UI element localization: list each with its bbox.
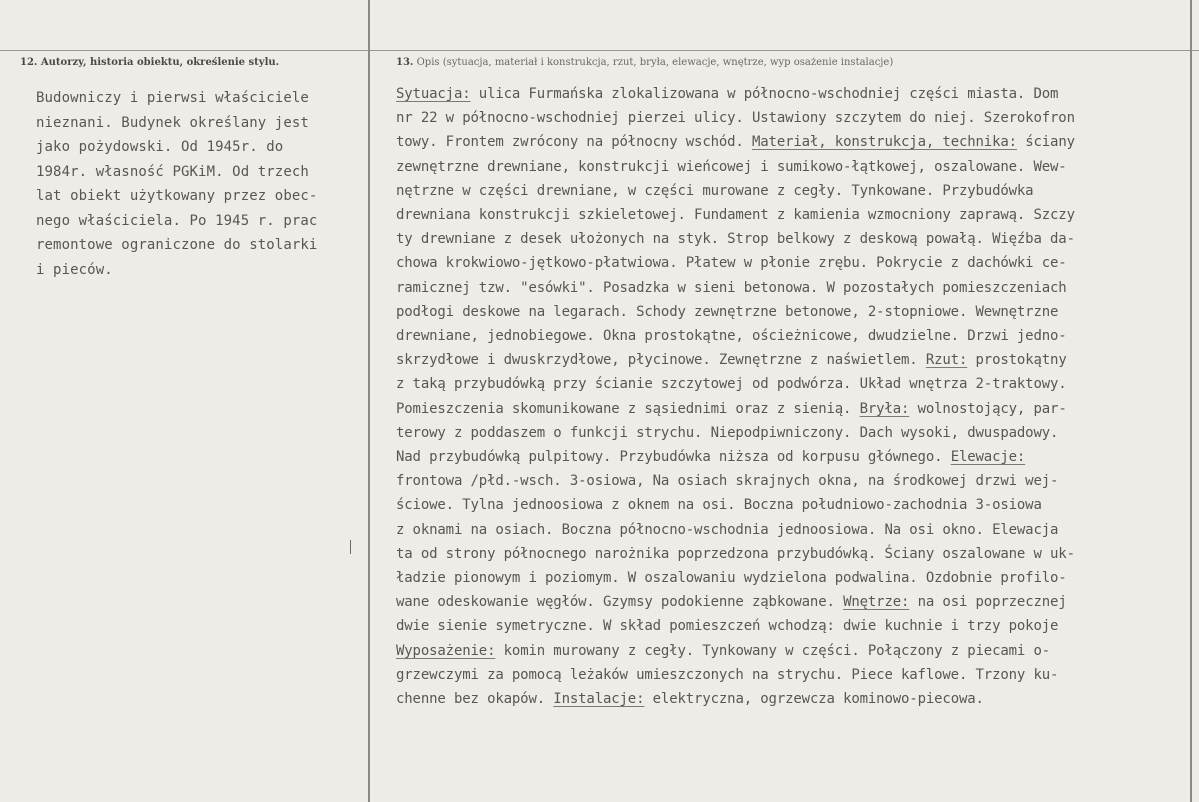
column-divider <box>368 0 370 802</box>
description-line <box>396 227 1186 251</box>
section-heading: Wnętrze: <box>843 594 910 611</box>
description-segment: zewnętrzne drewniane, konstrukcji wieńcowej i sumikowo-łątkowej, oszalowane. Wew- <box>396 158 1067 175</box>
description-line <box>396 542 1186 566</box>
description-segment: wolnostojący, par- <box>909 400 1067 417</box>
description-segment: drewniana konstrukcji szkieletowej. Fundament z kamienia wzmocniony zaprawą. Szczy <box>396 207 1075 224</box>
description-line <box>396 82 1186 106</box>
description-line <box>396 566 1186 590</box>
description-segment: skrzydłowe i dwuskrzydłowe, płycinowe. Zewnętrzne z naświetlem. <box>396 352 926 369</box>
section-heading: Rzut: <box>925 352 968 369</box>
description-line <box>396 324 1186 348</box>
description-segment: ta od strony północnego narożnika poprzedzona przybudówką. Ściany oszalowane w uk- <box>396 545 1075 562</box>
description-line <box>396 203 1186 227</box>
history-line: Budowniczy i pierwsi właściciele <box>36 90 309 106</box>
description-segment: drewniane, jednobiegowe. Okna prostokątne, ościeżnicowe, dwudzielne. Drzwi jedno- <box>396 328 1067 345</box>
history-line: 1984r. własność PGKiM. Od trzech <box>36 163 309 180</box>
description-line <box>396 300 1186 324</box>
description-segment: ulica Furmańska zlokalizowana w północno-wschodniej części miasta. Dom <box>470 86 1059 102</box>
description-line <box>396 276 1186 300</box>
description-line <box>396 106 1186 130</box>
description-line <box>396 590 1186 614</box>
description-segment: chenne bez okapów. <box>396 691 554 708</box>
description-segment: ściany <box>1016 134 1075 151</box>
description-segment: Nad przybudówką pulpitowy. Przybudówka niższa od korpusu głównego. <box>396 449 951 466</box>
description-line <box>396 421 1186 445</box>
description-segment: terowy z poddaszem o funkcji strychu. Niepodpiwniczony. Dach wysoki, dwuspadowy. <box>396 424 1059 441</box>
section-13-number: 13. <box>396 57 414 68</box>
description-segment: chowa krokwiowo-jętkowo-płatwiowa. Płatew w płonie zrębu. Pokrycie z dachówki ce- <box>396 255 1067 272</box>
description-segment: frontowa /płd.-wsch. 3-osiowa, Na osiach skrajnych okna, na środkowej drzwi wej- <box>396 473 1059 490</box>
history-line: jako pożydowski. Od 1945r. do <box>36 139 284 155</box>
description-segment: podłogi deskowe na legarach. Schody zewnętrzne betonowe, 2-stopniowe. Wewnętrzne <box>396 303 1059 320</box>
history-line: nieznani. Budynek określany jest <box>36 114 309 131</box>
history-text <box>36 86 366 282</box>
description-segment: towy. Frontem zwrócony na północny wschód. <box>396 134 752 151</box>
section-12-header: 12. Autorzy, historia obiektu, określenie stylu. <box>20 57 280 68</box>
description-line <box>396 179 1186 203</box>
description-segment: komin murowany z cegły. Tynkowany w części. Połączony z piecami o- <box>495 642 1051 659</box>
section-heading: Elewacje: <box>950 449 1026 466</box>
pencil-mark <box>350 540 351 554</box>
description-segment: dwie sienie symetryczne. W skład pomieszczeń wchodzą: dwie kuchnie i trzy pokoje <box>396 618 1059 635</box>
section-heading: Instalacje: <box>553 691 645 708</box>
description-line <box>396 445 1186 469</box>
description-line <box>396 469 1186 493</box>
section-13-header <box>396 57 893 68</box>
description-segment: z oknami na osiach. Boczna północno-wschodnia jednoosiowa. Na osi okno. Elewacja <box>396 521 1059 538</box>
section-heading: Sytuacja: <box>396 86 471 102</box>
header-rule <box>0 50 1199 51</box>
description-segment: prostokątny <box>967 352 1067 369</box>
history-line: i pieców. <box>36 261 113 278</box>
section-heading: Wyposażenie: <box>396 642 496 659</box>
description-line <box>396 663 1186 687</box>
description-segment: nętrzne w części drewniane, w części murowane z cegły. Tynkowane. Przybudówka <box>396 182 1034 199</box>
description-text <box>396 82 1186 711</box>
description-segment: grzewczymi za pomocą leżaków umieszczonych na strychu. Piece kaflowe. Trzony ku- <box>396 666 1059 683</box>
description-line <box>396 687 1186 711</box>
description-segment: ładzie pionowym i poziomym. W oszalowaniu wydzielona podwalina. Ozdobnie profilo- <box>396 570 1067 587</box>
description-line <box>396 397 1186 421</box>
description-line <box>396 130 1186 154</box>
description-line <box>396 372 1186 396</box>
description-segment: ramicznej tzw. "esówki". Posadzka w sieni betonowa. W pozostałych pomieszczeniach <box>396 279 1067 296</box>
section-heading: Materiał, konstrukcja, technika: <box>752 134 1017 151</box>
description-line <box>396 518 1186 542</box>
description-segment: na osi poprzecznej <box>909 594 1067 611</box>
description-segment: elektryczna, ogrzewcza kominowo-piecowa. <box>644 691 984 708</box>
description-line <box>396 639 1186 663</box>
description-line <box>396 493 1186 517</box>
section-13-title: Opis (sytuacja, materiał i konstrukcja, rzut, bryła, elewacje, wnętrze, wyp osażenie instalacje) <box>416 57 894 68</box>
description-line <box>396 614 1186 638</box>
description-segment: z taką przybudówką przy ścianie szczytowej od podwórza. Układ wnętrza 2-traktowy. <box>396 376 1067 393</box>
history-line: remontowe ograniczone do stolarki <box>36 237 318 253</box>
section-heading: Bryła: <box>859 400 910 417</box>
description-segment: ściowe. Tylna jednoosiowa z oknem na osi. Boczna południowo-zachodnia 3-osiowa <box>396 497 1042 514</box>
description-line <box>396 251 1186 275</box>
description-line <box>396 155 1186 179</box>
description-segment: wane odeskowanie węgłów. Gzymsy podokienne ząbkowane. <box>396 594 844 611</box>
history-line: nego właściciela. Po 1945 r. prac <box>36 212 318 229</box>
history-line: lat obiekt użytkowany przez obec- <box>36 188 318 204</box>
description-segment: ty drewniane z desek ułożonych na styk. Strop belkowy z deskową powałą. Więźba da- <box>396 231 1075 248</box>
description-line <box>396 348 1186 372</box>
card-right-edge <box>1190 0 1192 802</box>
description-segment: Pomieszczenia skomunikowane z sąsiednimi oraz z sienią. <box>396 400 860 417</box>
description-segment: nr 22 w północno-wschodniej pierzei ulicy. Ustawiony szczytem do niej. Szerokofron <box>396 110 1075 127</box>
